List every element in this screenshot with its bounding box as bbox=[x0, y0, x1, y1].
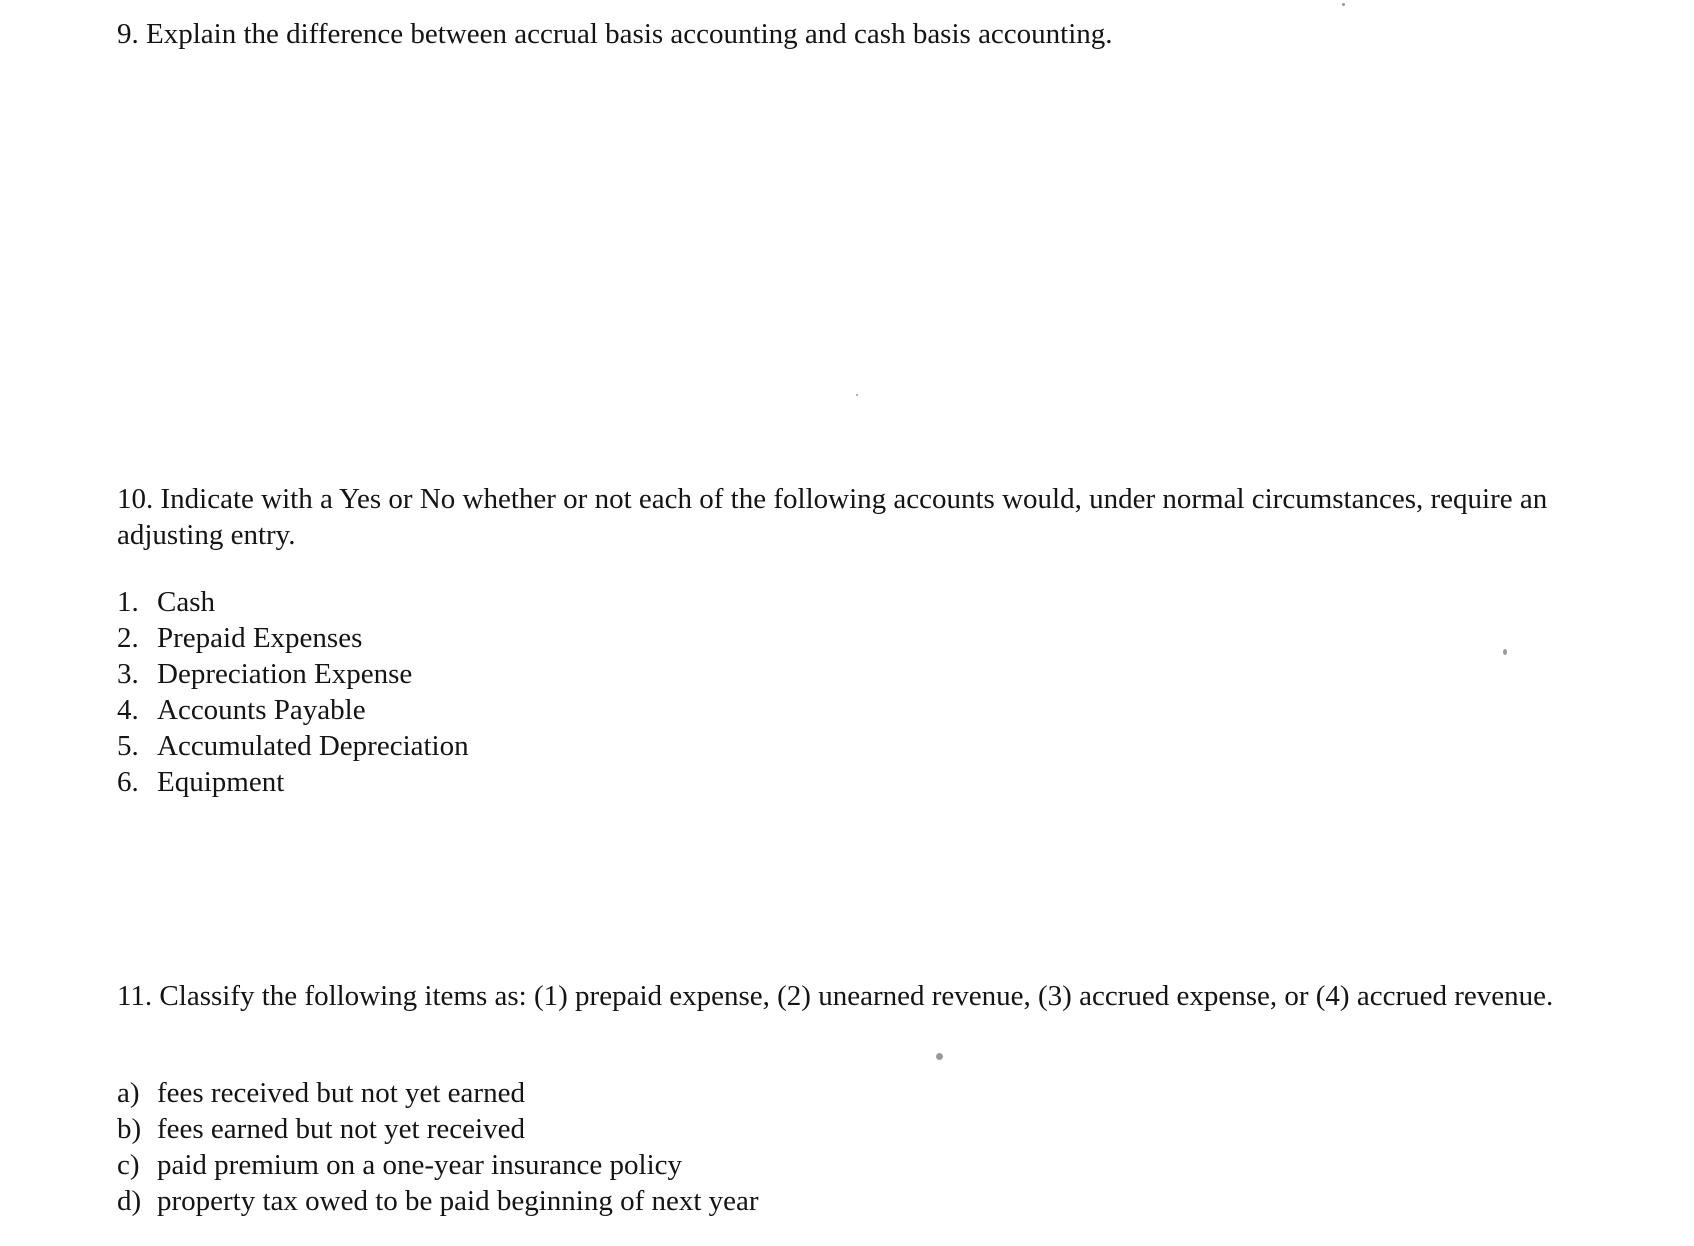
scan-speck bbox=[1342, 3, 1345, 6]
list-item-number: 1. bbox=[117, 586, 139, 618]
list-item-number: 2. bbox=[117, 622, 139, 654]
list-item bbox=[117, 584, 469, 620]
list-item-number: 5. bbox=[117, 730, 139, 762]
list-item bbox=[117, 620, 469, 656]
list-item-letter: a) bbox=[117, 1077, 140, 1109]
question-11-item-list bbox=[117, 1075, 759, 1219]
list-item bbox=[117, 1147, 759, 1183]
list-item-label: Depreciation Expense bbox=[157, 658, 413, 690]
list-item bbox=[117, 1075, 759, 1111]
scan-speck bbox=[856, 394, 858, 396]
scan-speck bbox=[1503, 649, 1507, 655]
list-item bbox=[117, 656, 469, 692]
list-item bbox=[117, 1183, 759, 1219]
list-item-label: Accumulated Depreciation bbox=[157, 730, 469, 762]
list-item-label: fees earned but not yet received bbox=[157, 1113, 525, 1145]
list-item bbox=[117, 1111, 759, 1147]
list-item-label: fees received but not yet earned bbox=[157, 1077, 525, 1109]
scan-speck bbox=[936, 1053, 943, 1060]
list-item-label: property tax owed to be paid beginning of next year bbox=[157, 1185, 759, 1217]
list-item-label: Accounts Payable bbox=[157, 694, 366, 726]
question-10-prompt: 10. Indicate with a Yes or No whether or not each of the following accounts would, under normal circumstances, require an adjusting entry. bbox=[117, 483, 1548, 551]
list-item-label: paid premium on a one-year insurance policy bbox=[157, 1149, 683, 1181]
list-item-number: 4. bbox=[117, 694, 139, 726]
list-item-number: 6. bbox=[117, 766, 139, 798]
question-11-prompt: 11. Classify the following items as: (1) prepaid expense, (2) unearned revenue, (3) accrued expense, or (4) accrued revenue. bbox=[117, 980, 1554, 1012]
question-10-account-list bbox=[117, 584, 469, 800]
list-item bbox=[117, 692, 469, 728]
list-item-letter: b) bbox=[117, 1113, 142, 1145]
list-item-label: Prepaid Expenses bbox=[157, 622, 363, 654]
list-item-letter: c) bbox=[117, 1149, 140, 1181]
list-item-label: Cash bbox=[157, 586, 215, 618]
list-item-letter: d) bbox=[117, 1185, 142, 1217]
question-9-prompt: 9. Explain the difference between accrual basis accounting and cash basis accounting. bbox=[117, 18, 1113, 50]
list-item-label: Equipment bbox=[157, 766, 285, 798]
list-item-number: 3. bbox=[117, 658, 139, 690]
list-item bbox=[117, 764, 469, 800]
list-item bbox=[117, 728, 469, 764]
